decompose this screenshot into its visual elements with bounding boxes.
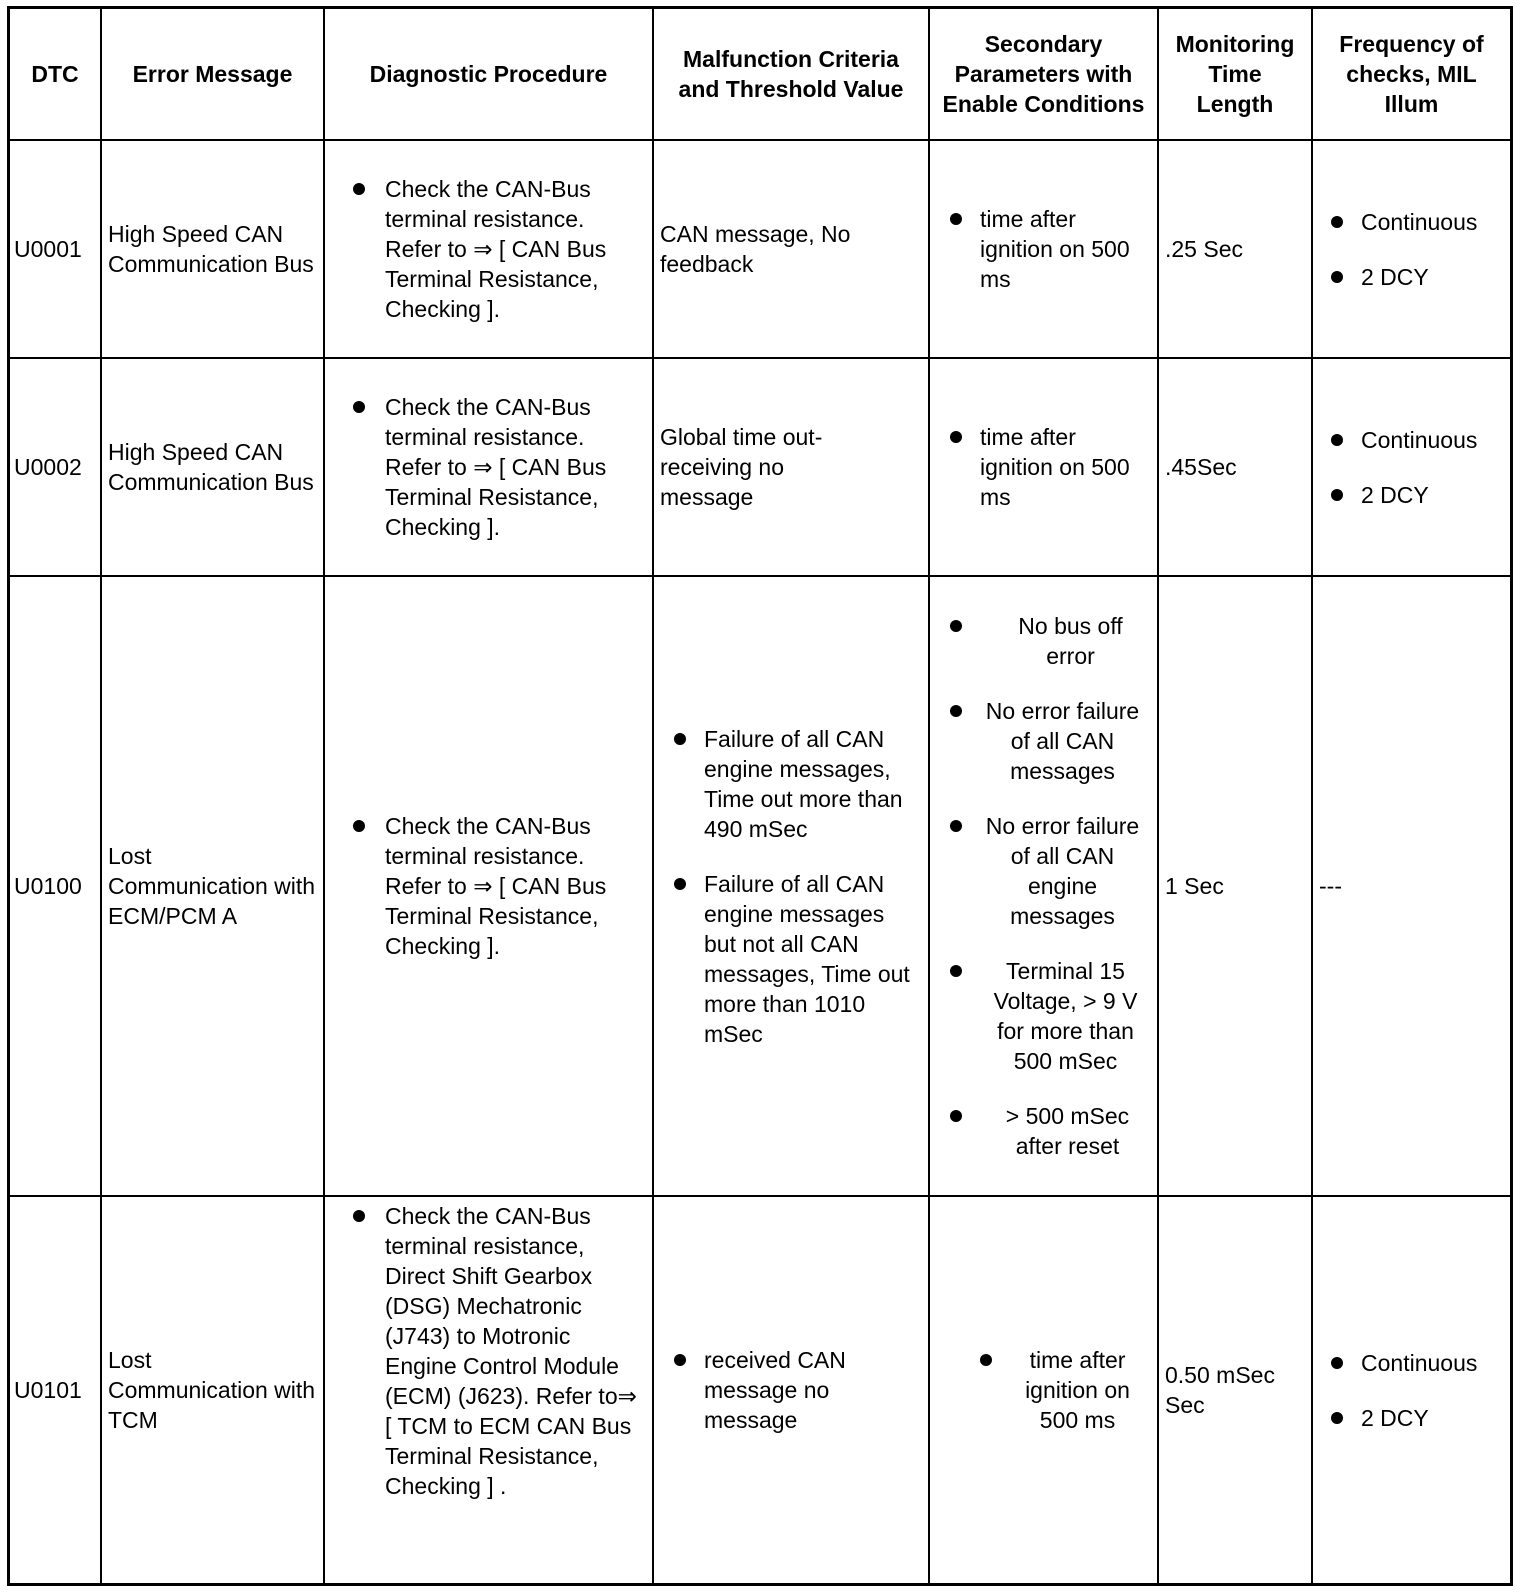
malfunction-criteria: Global time out-receiving no message [660, 424, 823, 510]
malfunction-criteria: CAN message, No feedback [660, 221, 851, 277]
dtc-table [7, 6, 1513, 1586]
header-frequency: Frequency of checks, MIL Illum [1339, 31, 1484, 117]
secondary-parameter: time after ignition on 500 ms [960, 1345, 1151, 1435]
secondary-parameters [930, 359, 1157, 575]
monitoring-time: 1 Sec [1165, 873, 1224, 899]
criteria-item: received CAN message no message [654, 1345, 898, 1435]
frequency-item: Continuous [1313, 425, 1510, 455]
header-error-message: Error Message [132, 61, 293, 87]
frequency-item: Continuous [1313, 207, 1510, 237]
secondary-parameter: Terminal 15 Voltage, > 9 V for more than 500 mSec [930, 956, 1151, 1076]
header-dtc: DTC [31, 61, 79, 87]
malfunction-criteria [654, 1197, 928, 1583]
secondary-parameter: > 500 mSec after reset [930, 1101, 1151, 1161]
frequency-item: 2 DCY [1313, 262, 1510, 292]
dtc-code: U0001 [14, 236, 82, 262]
secondary-parameter: No error failure of all CAN messages [930, 696, 1151, 786]
monitoring-time: .45Sec [1165, 454, 1237, 480]
check-frequency: --- [1319, 873, 1342, 899]
dtc-code: U0002 [14, 454, 82, 480]
error-message: Lost Communication with ECM/PCM A [108, 843, 316, 929]
dtc-code: U0101 [14, 1377, 82, 1403]
criteria-item: Failure of all CAN engine messages, Time out more than 490 mSec [654, 724, 922, 844]
header-monitoring-time: Monitoring Time Length [1175, 31, 1295, 117]
dtc-code: U0100 [14, 873, 82, 899]
procedure-step: Check the CAN-Bus terminal resistance. Refer to ⇒ [ CAN Bus Terminal Resistance, Checking ]. [331, 392, 634, 542]
secondary-parameter: No error failure of all CAN engine messages [930, 811, 1151, 931]
criteria-item: Failure of all CAN engine messages but not all CAN messages, Time out more than 1010 mSec [654, 869, 922, 1049]
header-diagnostic-procedure: Diagnostic Procedure [369, 61, 608, 87]
secondary-parameters [930, 141, 1157, 357]
secondary-parameters [930, 577, 1157, 1195]
frequency-item: Continuous [1313, 1348, 1510, 1378]
monitoring-time: 0.50 mSec Sec [1165, 1362, 1275, 1418]
secondary-parameter: time after ignition on 500 ms [930, 422, 1151, 512]
diagnostic-procedure [325, 577, 652, 1195]
diagnostic-procedure [325, 359, 652, 575]
frequency-item: 2 DCY [1313, 480, 1510, 510]
malfunction-criteria [654, 577, 928, 1195]
procedure-step: Check the CAN-Bus terminal resistance, Direct Shift Gearbox (DSG) Mechatronic (J743) to Motronic Engine Control Module (ECM) (J623). Refer to⇒ [ TCM to ECM CAN Bus Terminal Resistance, Checking ] . [331, 1201, 640, 1501]
procedure-step: Check the CAN-Bus terminal resistance. Refer to ⇒ [ CAN Bus Terminal Resistance, Checking ]. [331, 174, 634, 324]
error-message: High Speed CAN Communication Bus [108, 221, 314, 277]
frequency-item: 2 DCY [1313, 1403, 1510, 1433]
error-message: High Speed CAN Communication Bus [108, 439, 314, 495]
header-secondary-parameters: Secondary Parameters with Enable Conditions [942, 31, 1145, 117]
secondary-parameters [930, 1197, 1157, 1583]
secondary-parameter: time after ignition on 500 ms [930, 204, 1151, 294]
diagnostic-procedure [325, 141, 652, 357]
secondary-parameter: No bus off error [930, 611, 1151, 671]
monitoring-time: .25 Sec [1165, 236, 1243, 262]
error-message: Lost Communication with TCM [108, 1347, 316, 1433]
header-malfunction-criteria: Malfunction Criteria and Threshold Value [678, 46, 904, 102]
procedure-step: Check the CAN-Bus terminal resistance. Refer to ⇒ [ CAN Bus Terminal Resistance, Checking ]. [331, 811, 634, 961]
check-frequency [1313, 359, 1510, 575]
check-frequency [1313, 1197, 1510, 1583]
diagnostic-procedure [325, 1197, 652, 1583]
check-frequency [1313, 141, 1510, 357]
